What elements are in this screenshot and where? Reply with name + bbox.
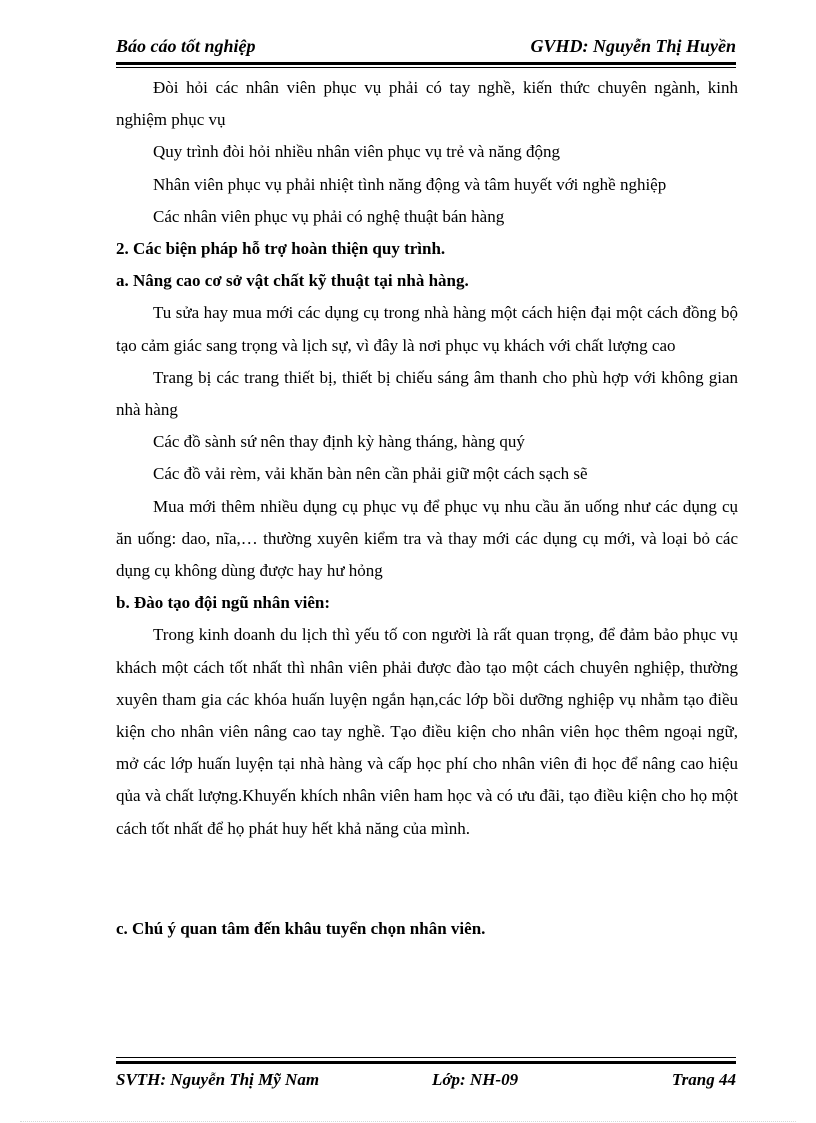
header-rule-thin (116, 67, 736, 68)
header-rule (116, 62, 736, 65)
paragraph: Quy trình đòi hỏi nhiều nhân viên phục vụ trẻ và năng động (153, 142, 560, 162)
section-heading: 2. Các biện pháp hỗ trợ hoàn thiện quy trình. (116, 239, 446, 259)
paragraph: Mua mới thêm nhiều dụng cụ phục vụ để phục vụ nhu cầu ăn uống như các dụng cụ ăn uống: dao, nĩa,… thường xuyên kiểm tra và thay mới các dụng cụ mới, và loại bỏ các dụng cụ không dùng được hay hư hỏng (116, 496, 738, 581)
spacer (116, 845, 738, 913)
document-body (116, 72, 738, 945)
footer-page-number: Trang 44 (671, 1070, 736, 1089)
paragraph: Trang bị các trang thiết bị, thiết bị chiếu sáng âm thanh cho phù hợp với không gian nhà hàng (116, 367, 738, 420)
page-header (116, 36, 736, 64)
paragraph: Các nhân viên phục vụ phải có nghệ thuật bán hàng (153, 206, 505, 226)
header-report-title: Báo cáo tốt nghiệp (116, 36, 256, 56)
header-supervisor: GVHD: Nguyễn Thị Huyền (530, 36, 736, 56)
paragraph: Đòi hỏi các nhân viên phục vụ phải có tay nghề, kiến thức chuyên ngành, kinh nghiệm phục vụ (116, 78, 738, 130)
paragraph: Nhân viên phục vụ phải nhiệt tình năng động và tâm huyết với nghề nghiệp (153, 174, 667, 194)
paragraph: Tu sửa hay mua mới các dụng cụ trong nhà hàng một cách hiện đại một cách đồng bộ tạo cảm giác sang trọng và lịch sự, vì đây là nơi phục vụ khách với chất lượng cao (116, 303, 738, 355)
page-footer (116, 1070, 736, 1094)
subsection-heading: c. Chú ý quan tâm đến khâu tuyển chọn nhân viên. (116, 918, 486, 938)
paragraph: Các đồ vải rèm, vải khăn bàn nên cần phải giữ một cách sạch sẽ (153, 464, 588, 484)
footer-rule-thin (116, 1057, 736, 1058)
footer-class: Lớp: NH-09 (432, 1070, 519, 1089)
footer-rule (116, 1061, 736, 1064)
page-edge (20, 1121, 796, 1122)
paragraph: Các đồ sành sứ nên thay định kỳ hàng tháng, hàng quý (153, 432, 525, 452)
subsection-heading: b. Đào tạo đội ngũ nhân viên: (116, 593, 330, 613)
paragraph: Trong kinh doanh du lịch thì yếu tố con người là rất quan trọng, để đảm bảo phục vụ khách một cách tốt nhất thì nhân viên phải được đào tạo một cách chuyên nghiệp, thường xuyên tham gia các khóa huấn luyện ngắn hạn,các lớp bồi dưỡng nghiệp vụ nhằm tạo điều kiện cho nhân viên nâng cao tay nghề. Tạo điều kiện cho nhân viên học thêm ngoại ngữ, mở các lớp huấn luyện tại nhà hàng và cấp học phí cho nhân viên đi học để nâng cao hiệu qủa và chất lượng.Khuyến khích nhân viên ham học và có ưu đãi, tạo điều kiện cho họ một cách tốt nhất để họ phát huy hết khả năng của mình. (116, 625, 738, 838)
footer-student: SVTH: Nguyễn Thị Mỹ Nam (116, 1070, 320, 1089)
subsection-heading: a. Nâng cao cơ sở vật chất kỹ thuật tại nhà hàng. (116, 271, 469, 291)
